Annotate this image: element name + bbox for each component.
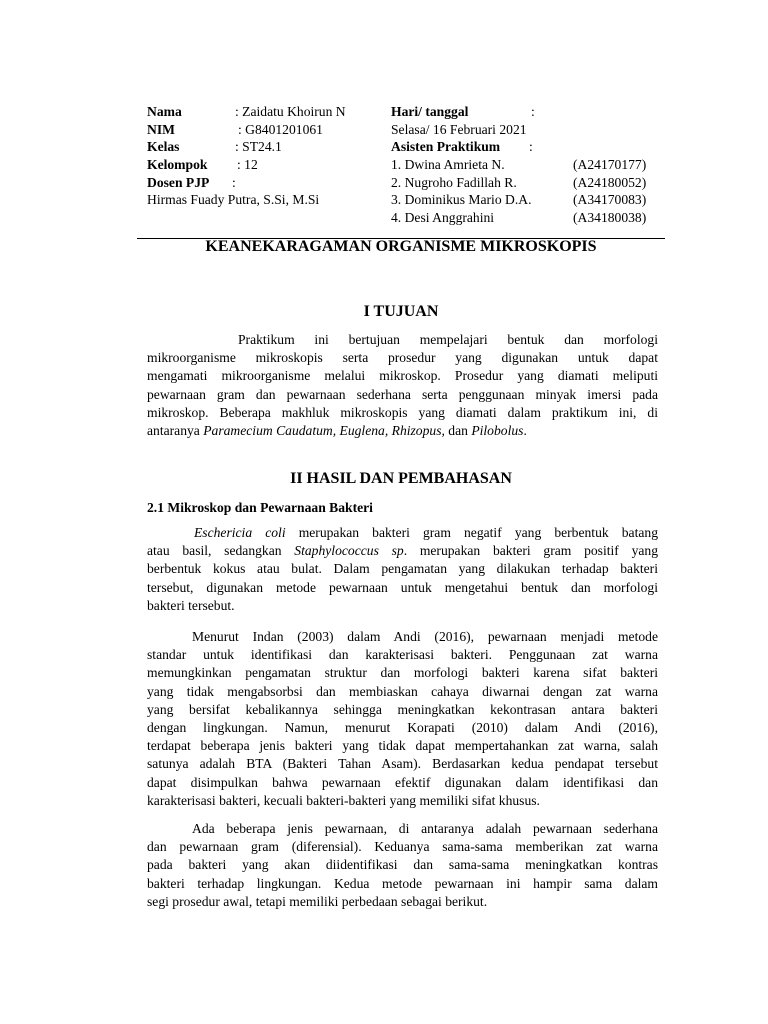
- document-title: KEANEKARAGAMAN ORGANISME MIKROSKOPIS: [205, 238, 597, 255]
- dosen-label: Dosen PJP: [147, 174, 210, 190]
- tujuan-paragraph: [147, 331, 658, 440]
- text-span: merupakan bakteri gram negatif yang berbentuk batang: [285, 525, 658, 540]
- assistant-row: [391, 209, 671, 227]
- text-line: [147, 422, 658, 440]
- text-line: yang bersifat kebalikannya sehingga meningkatkan kekontrasan antara bakteri: [147, 701, 658, 717]
- kelompok-label: Kelompok: [147, 157, 208, 173]
- dosen-row: [147, 174, 377, 192]
- assistant-name: 2. Nugroho Fadillah R.: [391, 174, 517, 190]
- assistant-code: (A24180052): [573, 174, 647, 190]
- species-name: Staphylococcus sp: [294, 543, 404, 559]
- nim-label: NIM: [147, 121, 175, 137]
- text-span: . merupakan bakteri gram positif yang: [403, 543, 658, 559]
- hari-row: [391, 103, 671, 121]
- text-line: pewarnaan gram dan pewarnaan sederhana serta penggunaan minyak imersi pada: [147, 386, 658, 402]
- text-line: pada bakteri yang akan diidentifikasi dan sama-sama meningkatkan kontras: [147, 857, 658, 873]
- paragraph-staining: [147, 628, 658, 810]
- paragraph-bacteria: [147, 524, 658, 615]
- text-line: satunya adalah BTA (Bakteri Tahan Asam). Berdasarkan kedua pendapat tersebut: [147, 756, 658, 772]
- kelas-value: : ST24.1: [235, 139, 282, 155]
- asisten-colon: :: [529, 139, 533, 155]
- assistant-row: [391, 156, 671, 174]
- dosen-colon: :: [232, 174, 236, 190]
- section-heading-tujuan: I TUJUAN: [363, 303, 439, 320]
- text-line: memungkinkan pengamatan struktur dan morfologi bakteri karena sifat bakteri: [147, 665, 658, 681]
- practicum-info: [391, 103, 671, 227]
- text-line: tersebut, digunakan metode pewarnaan untuk mengetahui bentuk dan morfologi: [147, 579, 658, 595]
- nama-row: [147, 103, 377, 121]
- text-span: .: [523, 422, 527, 438]
- hari-label: Hari/ tanggal: [391, 104, 469, 119]
- assistant-name: 4. Desi Anggrahini: [391, 210, 495, 226]
- text-line: standar untuk identifikasi dan karakterisasi bakteri. Penggunaan zat warna: [147, 647, 658, 663]
- text-span: dan: [444, 422, 472, 438]
- dosen-name: Hirmas Fuady Putra, S.Si, M.Si: [147, 192, 320, 208]
- text-line: mikroskop. Beberapa makhluk mikroskopis yang diamati dalam praktikum ini, di: [147, 404, 658, 420]
- text-span: antaranya: [147, 422, 204, 438]
- text-line: dengan lingkungan. Namun, menurut Korapati (2010) dalam Andi (2016),: [147, 719, 658, 735]
- subsection-heading: 2.1 Mikroskop dan Pewarnaan Bakteri: [147, 500, 373, 515]
- species-name: Pilobolus: [471, 422, 524, 438]
- assistant-code: (A24170177): [573, 157, 647, 173]
- assistant-row: [391, 174, 671, 192]
- text-line: mengamati mikroorganisme melalui mikroskop. Prosedur yang diamati meliputi: [147, 368, 658, 384]
- nim-value: : G8401201061: [238, 121, 323, 137]
- text-line: berbentuk kokus atau bulat. Dalam pengamatan yang dilakukan terhadap bakteri: [147, 561, 658, 577]
- assistant-code: (A34180038): [573, 210, 647, 226]
- paragraph-staining-types: [147, 820, 658, 911]
- assistant-name: 1. Dwina Amrieta N.: [391, 157, 505, 173]
- text-line: dan pewarnaan gram (diferensial). Keduanya sama-sama memberikan zat warna: [147, 839, 658, 855]
- assistant-row: [391, 191, 671, 209]
- species-names: Paramecium Caudatum, Euglena, Rhizopus,: [203, 422, 445, 438]
- text-line: [147, 542, 658, 560]
- text-line: Menurut Indan (2003) dalam Andi (2016), pewarnaan menjadi metode: [192, 629, 658, 644]
- text-span: atau basil, sedangkan: [147, 543, 295, 559]
- section-heading-hasil: II HASIL DAN PEMBAHASAN: [290, 470, 512, 487]
- text-line: yang tidak mengabsorbsi dan membiaskan cahaya diwarnai dengan zat warna: [147, 683, 658, 699]
- text-line: Praktikum ini bertujuan mempelajari bentuk dan morfologi: [238, 332, 658, 347]
- text-line: [147, 524, 658, 542]
- assistant-code: (A34170083): [573, 192, 647, 208]
- kelas-row: [147, 138, 377, 156]
- text-line: segi prosedur awal, tetapi memiliki perbedaan sebagai berikut.: [147, 893, 488, 909]
- nim-row: [147, 121, 377, 139]
- text-line: dapat disimpulkan bahwa pewarnaan efektif digunakan dalam identifikasi dan: [147, 774, 658, 790]
- tanggal-value: Selasa/ 16 Februari 2021: [391, 121, 527, 137]
- species-name: Eschericia coli: [194, 525, 286, 540]
- nama-label: Nama: [147, 104, 182, 119]
- nama-value: : Zaidatu Khoirun N: [235, 104, 346, 119]
- kelompok-row: [147, 156, 377, 174]
- student-info: [147, 103, 377, 209]
- text-line: mikroorganisme mikroskopis serta prosedur yang digunakan untuk dapat: [147, 350, 658, 366]
- text-line: bakteri terhadap lingkungan. Kedua metode pewarnaan ini hampir sama dalam: [147, 875, 658, 891]
- assistant-name: 3. Dominikus Mario D.A.: [391, 192, 532, 208]
- tanggal-row: [391, 121, 671, 139]
- text-line: bakteri tersebut.: [147, 597, 235, 613]
- hari-colon: :: [531, 104, 535, 119]
- kelompok-value: : 12: [237, 157, 258, 173]
- text-line: karakterisasi bakteri, kecuali bakteri-bakteri yang memiliki sifat khusus.: [147, 792, 540, 808]
- text-line: Ada beberapa jenis pewarnaan, di antaranya adalah pewarnaan sederhana: [192, 821, 658, 836]
- asisten-label: Asisten Praktikum: [391, 139, 501, 155]
- dosen-name-row: [147, 191, 377, 209]
- kelas-label: Kelas: [147, 139, 180, 155]
- text-line: terdapat beberapa jenis bakteri yang tidak dapat mempertahankan zat warna, salah: [147, 738, 658, 754]
- asisten-row: [391, 138, 671, 156]
